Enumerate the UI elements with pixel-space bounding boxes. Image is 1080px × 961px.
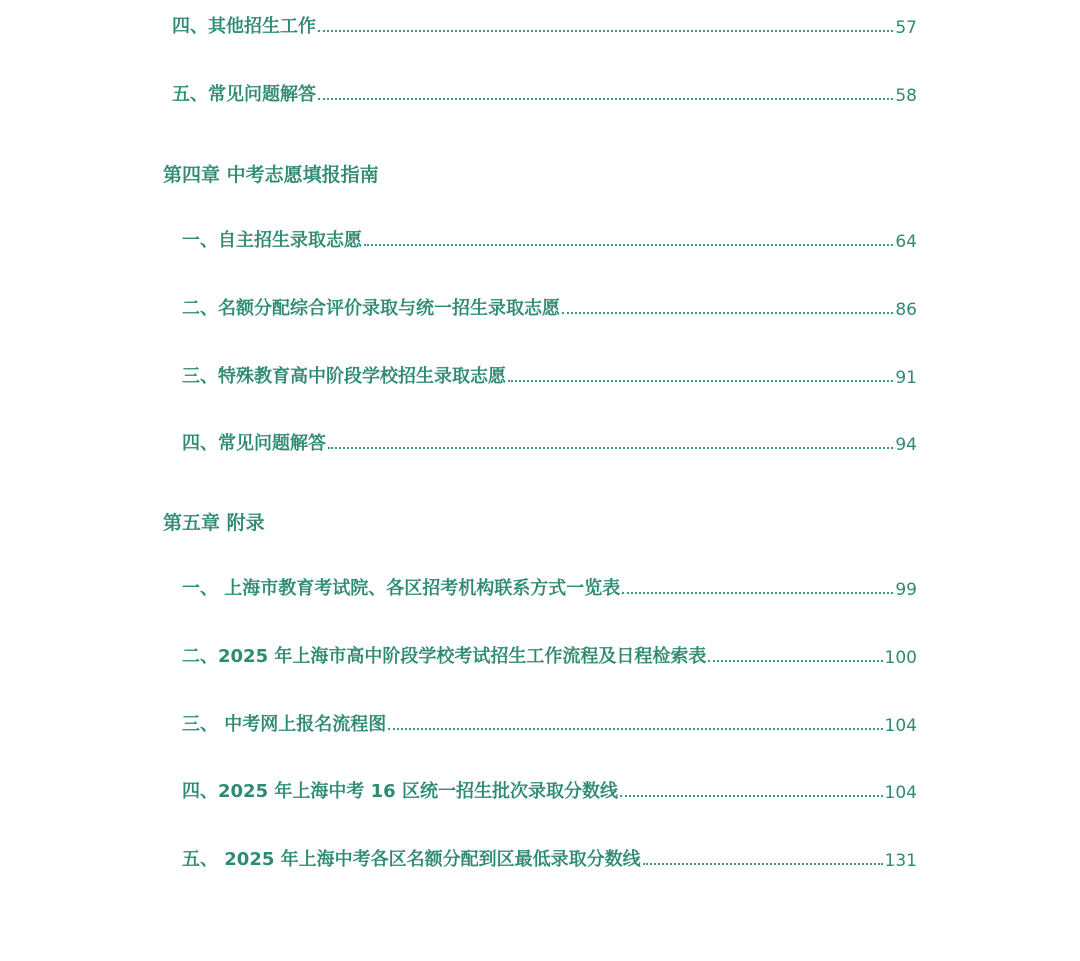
toc-page-number: 91: [895, 368, 917, 388]
leader-dots: [508, 379, 893, 382]
leader-dots: [318, 97, 893, 100]
leader-dots: [364, 243, 893, 246]
toc-item[interactable]: [172, 12, 917, 38]
toc-item[interactable]: [182, 845, 917, 871]
toc-page-number: 104: [884, 783, 917, 803]
leader-dots: [620, 794, 883, 797]
toc-page-number: 104: [884, 716, 917, 736]
toc-item[interactable]: [182, 226, 917, 252]
toc-item[interactable]: [182, 362, 917, 388]
toc-page-number: 100: [884, 648, 917, 668]
leader-dots: [328, 446, 893, 449]
leader-dots: [388, 727, 882, 730]
toc-item[interactable]: [182, 294, 917, 320]
toc-item-label: 四、常见问题解答: [182, 433, 326, 454]
chapter-5-title[interactable]: 第五章 附录: [163, 512, 265, 534]
toc-item-label: 二、名额分配综合评价录取与统一招生录取志愿: [182, 298, 560, 319]
toc-item-label: 二、2025 年上海市高中阶段学校考试招生工作流程及日程检索表: [182, 646, 707, 667]
toc-item-label: 四、2025 年上海中考 16 区统一招生批次录取分数线: [182, 781, 618, 802]
toc-page-number: 94: [895, 435, 917, 455]
toc-item[interactable]: [182, 777, 917, 803]
toc-item-label: 三、 中考网上报名流程图: [182, 714, 387, 735]
toc-item-label: 四、其他招生工作: [172, 16, 316, 37]
toc-item[interactable]: [182, 574, 917, 600]
toc-page-number: 99: [895, 580, 917, 600]
toc-page-number: 86: [895, 300, 917, 320]
leader-dots: [562, 311, 893, 314]
toc-page-number: 64: [895, 232, 917, 252]
leader-dots: [643, 862, 883, 865]
toc-item[interactable]: [182, 429, 917, 455]
toc-item[interactable]: [182, 642, 917, 668]
toc-page-number: 131: [884, 851, 917, 871]
toc-item-label: 一、 上海市教育考试院、各区招考机构联系方式一览表: [182, 578, 621, 599]
chapter-4-title[interactable]: 第四章 中考志愿填报指南: [163, 164, 379, 186]
toc-item-label: 一、自主招生录取志愿: [182, 230, 362, 251]
leader-dots: [622, 591, 893, 594]
leader-dots: [708, 659, 882, 662]
toc-item-label: 三、特殊教育高中阶段学校招生录取志愿: [182, 366, 506, 387]
leader-dots: [318, 29, 893, 32]
toc-item[interactable]: [182, 710, 917, 736]
toc-page-number: 58: [895, 86, 917, 106]
toc-item-label: 五、 2025 年上海中考各区名额分配到区最低录取分数线: [182, 849, 641, 870]
toc-page-number: 57: [895, 18, 917, 38]
toc-item-label: 五、常见问题解答: [172, 84, 316, 105]
toc-item[interactable]: [172, 80, 917, 106]
